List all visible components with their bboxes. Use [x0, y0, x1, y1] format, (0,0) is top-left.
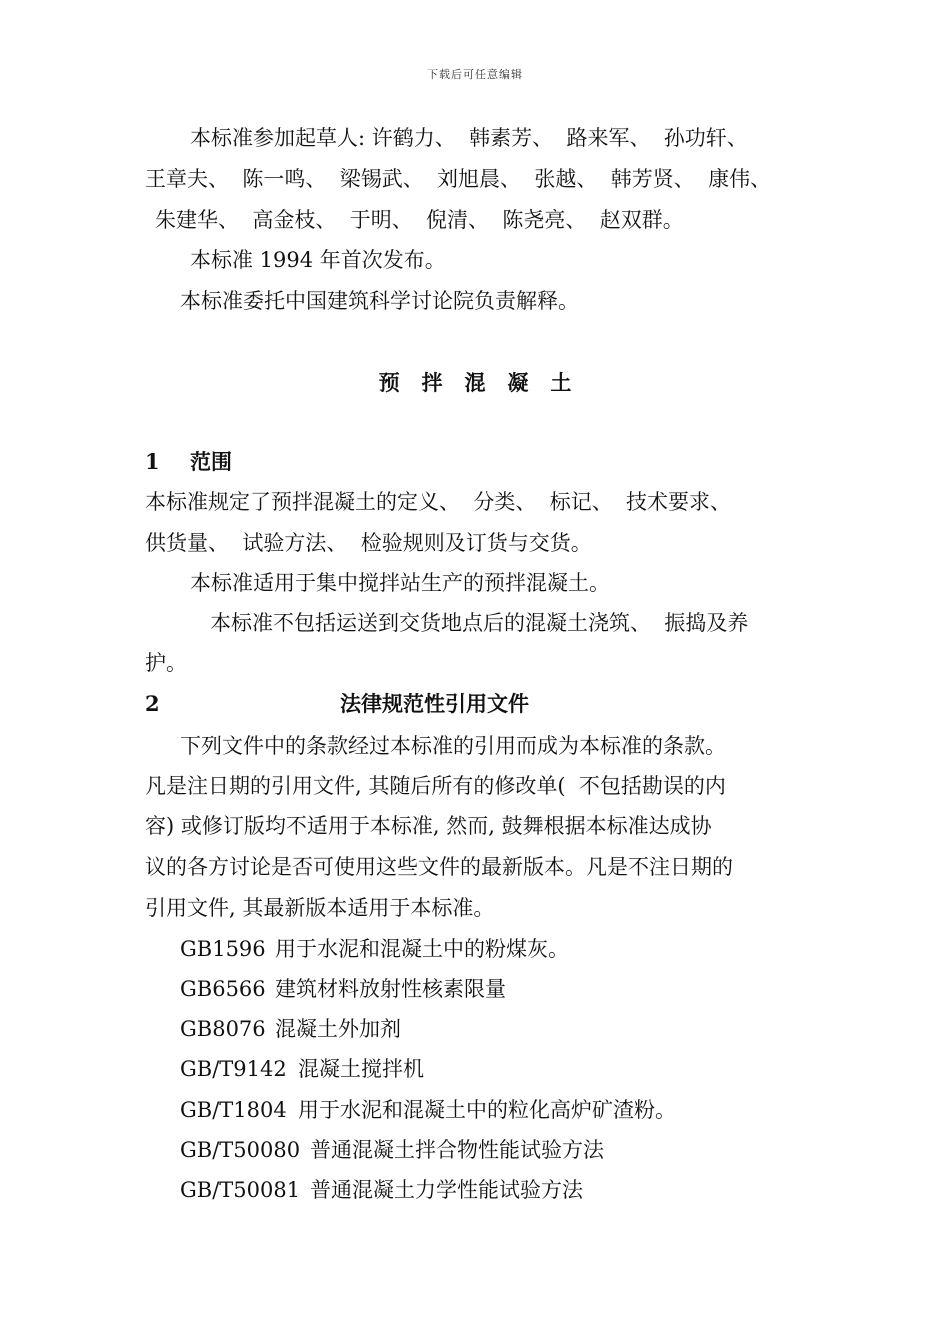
section-2-para-line-3: 容) 或修订版均不适用于本标准, 然而, 鼓舞根据本标准达成协: [145, 814, 712, 838]
reference-code: GB/T50080: [180, 1138, 301, 1162]
section-1-number: 1: [145, 449, 160, 474]
reference-code: GB1596: [180, 937, 266, 961]
reference-code: GB8076: [180, 1017, 266, 1041]
section-2-number: 2: [145, 691, 160, 716]
section-2-para-line-1: 下列文件中的条款经过本标准的引用而成为本标准的条款。: [180, 734, 726, 758]
section-2-para-line-4: 议的各方讨论是否可使用这些文件的最新版本。凡是不注日期的: [145, 855, 733, 879]
reference-title: 建筑材料放射性核素限量: [275, 977, 506, 1001]
reference-title: 用于水泥和混凝土中的粉煤灰。: [275, 937, 569, 961]
header-note: 下载后可任意编辑: [427, 68, 523, 81]
section-2-para-line-2: 凡是注日期的引用文件, 其随后所有的修改单( 不包括勘误的内: [145, 774, 726, 798]
section-1-heading: 范围: [190, 449, 232, 474]
interpretation-note: 本标准委托中国建筑科学讨论院负责解释。: [180, 289, 579, 313]
section-1-para-2: 本标准适用于集中搅拌站生产的预拌混凝土。: [190, 571, 610, 595]
reference-code: GB6566: [180, 977, 266, 1001]
reference-title: 普通混凝土力学性能试验方法: [310, 1178, 583, 1202]
reference-code: GB/T9142: [180, 1057, 287, 1081]
reference-title: 用于水泥和混凝土中的粒化高炉矿渣粉。: [298, 1098, 676, 1122]
drafters-line-1: 本标准参加起草人: 许鹤力、 韩素芳、 路来军、 孙功轩、: [190, 126, 748, 150]
reference-code: GB/T1804: [180, 1098, 287, 1122]
section-1-para-3-line-2: 护。: [145, 651, 187, 675]
reference-code: GB/T50081: [180, 1178, 301, 1202]
reference-title: 混凝土搅拌机: [298, 1057, 424, 1081]
section-2-heading: 法律规范性引用文件: [340, 691, 529, 716]
drafters-line-3: 朱建华、 高金枝、 于明、 倪清、 陈尧亮、 赵双群。: [155, 208, 684, 232]
drafters-line-2: 王章夫、 陈一鸣、 梁锡武、 刘旭晨、 张越、 韩芳贤、 康伟、: [145, 167, 772, 191]
first-issue-note: 本标准 1994 年首次发布。: [190, 248, 446, 272]
section-2-para-line-5: 引用文件, 其最新版本适用于本标准。: [145, 896, 495, 920]
reference-title: 普通混凝土拌合物性能试验方法: [310, 1138, 604, 1162]
document-title: 预 拌 混 凝 土: [378, 370, 572, 395]
section-1-para-1-line-1: 本标准规定了预拌混凝土的定义、 分类、 标记、 技术要求、: [145, 490, 732, 514]
section-1-para-3-line-1: 本标准不包括运送到交货地点后的混凝土浇筑、 振捣及养: [210, 611, 749, 635]
reference-title: 混凝土外加剂: [275, 1017, 401, 1041]
section-1-para-1-line-2: 供货量、 试验方法、 检验规则及订货与交货。: [145, 531, 592, 555]
